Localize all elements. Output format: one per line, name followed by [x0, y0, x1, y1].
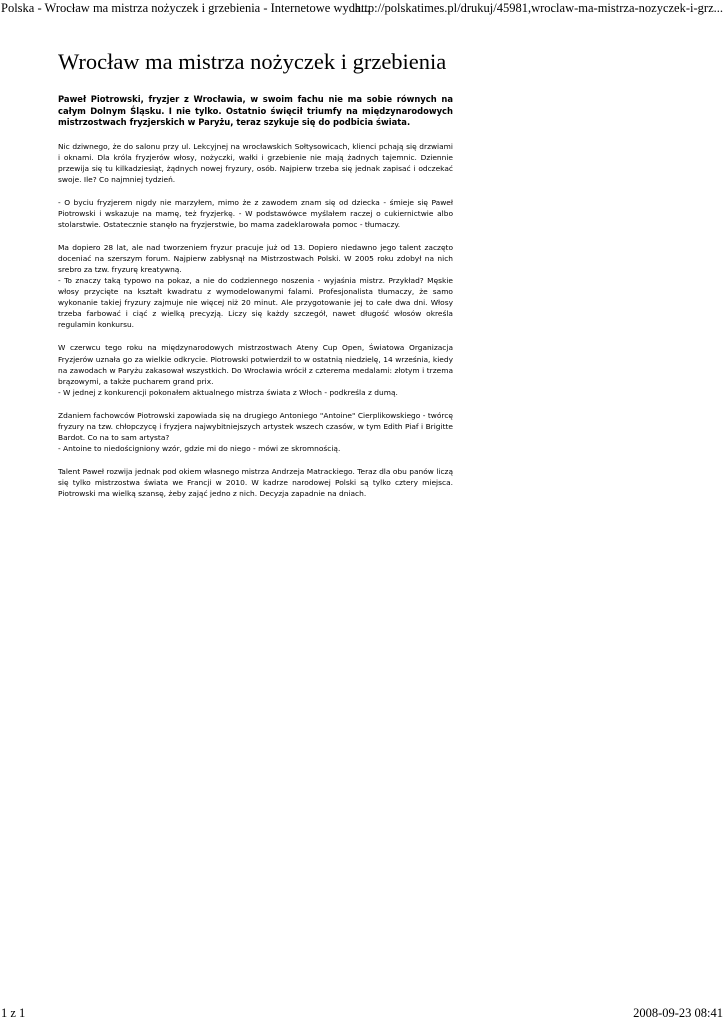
paragraph-line: Talent Paweł rozwija jednak pod okiem własnego mistrza Andrzeja Matrackiego. Teraz dla obu panów liczą się tylko mistrzostwa świata we Francji w 2010. W kadrze narodowej Polski są tylko cztery miejsca. Piotrowski ma wielką szansę, żeby zająć jedno z nich. Decyzja zapadnie na dniach.	[58, 466, 453, 498]
paragraph-line: - To znaczy taką typowo na pokaz, a nie do codziennego noszenia - wyjaśnia mistrz. Przykład? Męskie włosy przycięte na kształt kwadratu z wymodelowanymi falami. Profesjonalista tłumaczy, że samo wykonanie takiej fryzury zajmuje nie więcej niż 20 minut. Ale przygotowanie jej to całe dwa dni. Włosy trzeba farbować i ciąć z wielką precyzją. Liczy się każdy szczegół, nawet długość włosów określa regulamin konkursu.	[58, 276, 453, 330]
article-paragraph	[58, 242, 453, 330]
print-header-title: Polska - Wrocław ma mistrza nożyczek i grzebienia - Internetowe wyda...	[1, 1, 370, 15]
article-paragraph	[58, 410, 453, 454]
paragraph-line: - O byciu fryzjerem nigdy nie marzyłem, mimo że z zawodem znam się od dziecka - śmieje się Paweł Piotrowski i wskazuje na mamę, też fryzjerkę. - W podstawówce myślałem raczej o cukiernictwie albo stolarstwie. Ostatecznie stanęło na fryzjerstwie, bo mama zadeklarowała pomoc - tłumaczy.	[58, 197, 453, 230]
paragraph-line: Ma dopiero 28 lat, ale nad tworzeniem fryzur pracuje już od 13. Dopiero niedawno jego talent zaczęto doceniać na szerszym forum. Najpierw zabłysnął na Mistrzostwach Polski. W 2005 roku zdobył na nich srebro za tzw. fryzurę kreatywną.	[58, 243, 453, 275]
article	[58, 48, 453, 511]
paragraph-line: - W jednej z konkurencji pokonałem aktualnego mistrza świata z Włoch - podkreśla z dumą.	[58, 387, 398, 397]
print-footer-datetime: 2008-09-23 08:41	[633, 1006, 723, 1020]
print-footer-page: 1 z 1	[1, 1006, 26, 1020]
paragraph-line: Zdaniem fachowców Piotrowski zapowiada się na drugiego Antoniego "Antoine" Cierplikowskiego - twórcę fryzury na tzw. chłopczycę i fryzjera najwybitniejszych artystek wszech czasów, w tym Edith Piaf i Brigitte Bardot. Co na to sam artysta?	[58, 410, 453, 442]
print-header-url: http://polskatimes.pl/drukuj/45981,wroclaw-ma-mistrza-nozyczek-i-grz...	[354, 1, 723, 15]
paragraph-line: - Antoine to niedościgniony wzór, gdzie mi do niego - mówi ze skromnością.	[58, 443, 341, 453]
article-paragraph	[58, 342, 453, 397]
article-paragraph	[58, 141, 453, 185]
article-paragraph	[58, 466, 453, 499]
article-paragraph	[58, 197, 453, 230]
paragraph-line: Nic dziwnego, że do salonu przy ul. Lekcyjnej na wrocławskich Sołtysowicach, klienci pchają się drzwiami i oknami. Dla króla fryzjerów włosy, nożyczki, wałki i grzebienie nie mają żadnych tajemnic. Dziennie przewija się tu kilkadziesiąt, żądnych nowej fryzury, osób. Najpierw trzeba się jednak zapisać i odczekać swoje. Ile? Co najmniej tydzień.	[58, 141, 453, 184]
article-title: Wrocław ma mistrza nożyczek i grzebienia	[58, 49, 447, 74]
article-lead: Paweł Piotrowski, fryzjer z Wrocławia, w swoim fachu nie ma sobie równych na całym Dolnym Śląsku. I nie tylko. Ostatnio święcił triumfy na międzynarodowych mistrzostwach fryzjerskich w Paryżu, teraz szykuje się do podbicia świata.	[58, 94, 453, 128]
paragraph-line: W czerwcu tego roku na międzynarodowych mistrzostwach Ateny Cup Open, Światowa Organizacja Fryzjerów uznała go za wielkie odkrycie. Piotrowski potwierdził to w ostatnią niedzielę, 14 września, kiedy na zawodach w Paryżu zakasował wszystkich. Do Wrocławia wrócił z czterema medalami: złotym i trzema brązowymi, a także pucharem grand prix.	[58, 343, 453, 386]
